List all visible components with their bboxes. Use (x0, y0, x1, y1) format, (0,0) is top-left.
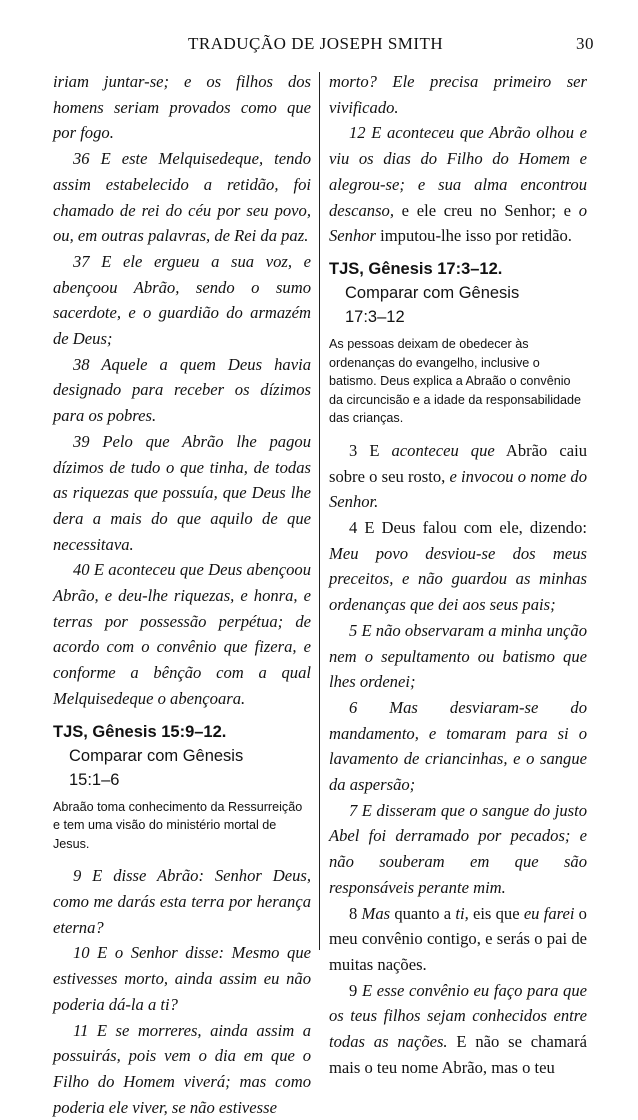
verse-12-italic-b: o Senhor (329, 200, 587, 246)
verse-8-d: ti, (455, 903, 469, 923)
verse-12-italic: 12 E aconteceu que Abrão olhou e viu os dias do Filho do Homem e alegrou-se; e sua alma encontrou descanso, (329, 123, 587, 220)
compare-label: Comparar com Gênesis (69, 746, 244, 765)
left-column (53, 69, 311, 1120)
verse-continuation: iriam juntar-se; e os filhos dos homens seriam provados como que por fogo. (53, 72, 311, 143)
verse-5: 5 E não observaram a minha unção nem o sepultamento ou batismo que lhes ordenei; (329, 620, 587, 692)
verse-38: 38 Aquele a quem Deus havia designado para receber os dízimos para os pobres. (53, 354, 311, 426)
verse-37: 37 E ele ergueu a sua voz, e abençoou Abrão, sendo o sumo sacerdote, e o guardião do armazém de Deus; (53, 251, 311, 349)
verse-9: 9 E disse Abrão: Senhor Deus, como me darás esta terra por herança eterna? (53, 866, 311, 937)
section-heading: TJS, Gênesis 17:3–12. (329, 259, 503, 278)
verse-3-a: 3 E (349, 440, 392, 460)
compare-label: Comparar com Gênesis (345, 283, 520, 302)
verse-4-a: 4 E Deus falou com ele, dizendo: (349, 518, 587, 537)
verse-39: 39 Pelo que Abrão lhe pagou dízimos de tudo o que tinha, de todas as riquezas que possuía, que Deus lhe dera a mais do que aquilo de que necessitava. (53, 431, 311, 554)
verse-9 (329, 978, 587, 1081)
verse-10: 10 E o Senhor disse: Mesmo que estivesses morto, ainda assim eu não poderia dá-la a ti? (53, 943, 311, 1014)
compare-reference (329, 281, 587, 329)
compare-verses: 17:3–12 (345, 307, 405, 326)
verse-9-a: 9 (349, 980, 362, 1000)
verse-3-c: Abrão caiu sobre o seu rosto, (329, 440, 587, 486)
verse-12 (329, 120, 587, 249)
verse-8-g: o meu convênio contigo, e serás o pai de muitas nações. (329, 903, 587, 974)
running-title: TRADUÇÃO DE JOSEPH SMITH (188, 34, 444, 53)
verse-9-b: E esse convênio eu faço para que os teus filhos sejam conhecidos entre todas as nações. (329, 980, 587, 1052)
verse-4-b: Meu povo desviou-se dos meus preceitos, e não guardou as minhas ordenanças que dei aos seus pais; (329, 543, 587, 615)
verse-8-f: eu farei (523, 903, 575, 923)
verse-8-a: 8 (349, 903, 362, 923)
verse-11: 11 E se morreres, ainda assim a possuirás, pois vem o dia em que o Filho do Homem viverá; mas como poderia ele viver, se não estivesse (53, 1020, 311, 1117)
verse-3-d: e invocou o nome do Senhor. (329, 466, 587, 512)
section-heading: TJS, Gênesis 15:9–12. (53, 722, 227, 741)
page-number: 30 (576, 34, 594, 53)
verse-8-b: Mas (361, 903, 391, 923)
verse-40: 40 E aconteceu que Deus abençoou Abrão, e deu-lhe riquezas, e honra, e terras por possessão perpétua; de acordo com o convênio que fizera, e conforme a bênção com a qual Melquisedeque o abençoara. (53, 560, 311, 708)
verse-continuation: morto? Ele precisa primeiro ser vivificado. (329, 72, 587, 117)
verse-7: 7 E disseram que o sangue do justo Abel foi derramado por pecados; e não souberam em que são responsáveis perante mim. (329, 800, 587, 897)
section-summary: Abraão toma conhecimento da Ressurreição e tem uma visão do ministério mortal de Jesus. (53, 799, 303, 851)
compare-reference (53, 744, 311, 792)
column-divider (319, 72, 320, 950)
verse-12-upright: e ele creu no Senhor; e (393, 200, 579, 220)
verse-6: 6 Mas desviaram-se do mandamento, e tomaram para si o lavamento de criancinhas, e o sangue da aspersão; (329, 697, 587, 795)
verse-12-upright-b: imputou-lhe isso por retidão. (376, 226, 572, 246)
verse-36: 36 E este Melquisedeque, tendo assim estabelecido a retidão, foi chamado de rei do céu por seu povo, ou, em outras palavras, de Rei da paz. (53, 149, 311, 246)
page-header (0, 34, 638, 56)
compare-verses: 15:1–6 (69, 770, 120, 789)
verse-3 (329, 438, 587, 515)
section-summary: As pessoas deixam de obedecer às ordenanças do evangelho, inclusive o batismo. Deus explica a Abraão o convênio da circuncisão e a idade da responsabilidade das crianças. (329, 336, 582, 426)
verse-4 (329, 515, 587, 618)
verse-3-b: aconteceu que (391, 440, 495, 460)
right-column (329, 69, 587, 1080)
verse-8-c: quanto a (390, 903, 456, 923)
verse-8 (329, 901, 587, 978)
verse-9-c: E não se chamará mais o teu nome Abrão, mas o teu (329, 1032, 587, 1077)
verse-8-e: eis que (468, 903, 524, 923)
